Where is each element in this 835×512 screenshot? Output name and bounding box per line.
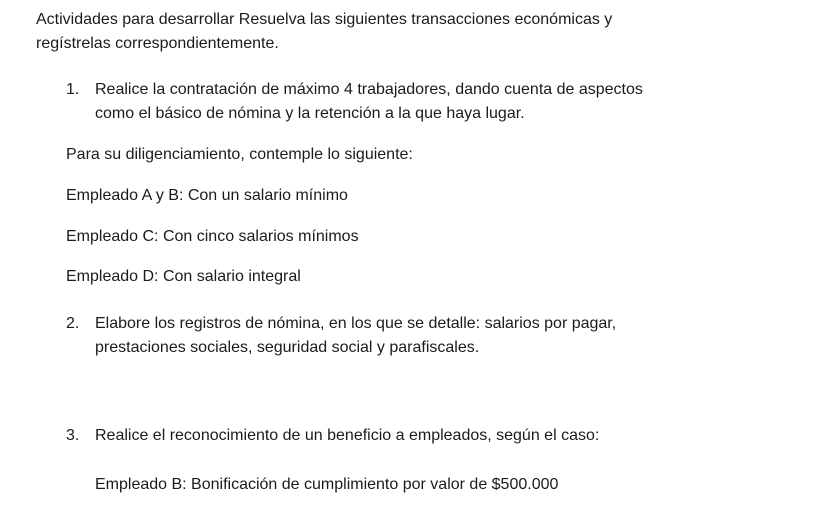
- intro-line-1: Actividades para desarrollar Resuelva las siguientes transacciones económicas y: [36, 11, 613, 28]
- list-item-text-line-2: prestaciones sociales, seguridad social y parafiscales.: [95, 339, 480, 356]
- list-item-number: 3.: [66, 427, 80, 444]
- list-item-text-line-2: como el básico de nómina y la retención a la que haya lugar.: [95, 105, 525, 122]
- list-item-text-line-1: Realice el reconocimiento de un beneficio a empleados, según el caso:: [95, 427, 600, 444]
- employee-line-ab: Empleado A y B: Con un salario mínimo: [66, 187, 348, 204]
- list-item-text-line-1: Realice la contratación de máximo 4 trabajadores, dando cuenta de aspectos: [95, 81, 643, 98]
- instructions-lead: Para su diligenciamiento, contemple lo siguiente:: [66, 146, 413, 163]
- employee-line-c: Empleado C: Con cinco salarios mínimos: [66, 228, 359, 245]
- list-item-number: 2.: [66, 315, 80, 332]
- list-item-detail: Empleado B: Bonificación de cumplimiento por valor de $500.000: [95, 476, 559, 493]
- list-item-text-line-1: Elabore los registros de nómina, en los que se detalle: salarios por pagar,: [95, 315, 617, 332]
- intro-line-2: regístrelas correspondientemente.: [36, 35, 279, 52]
- list-item-number: 1.: [66, 81, 80, 98]
- employee-line-d: Empleado D: Con salario integral: [66, 268, 301, 285]
